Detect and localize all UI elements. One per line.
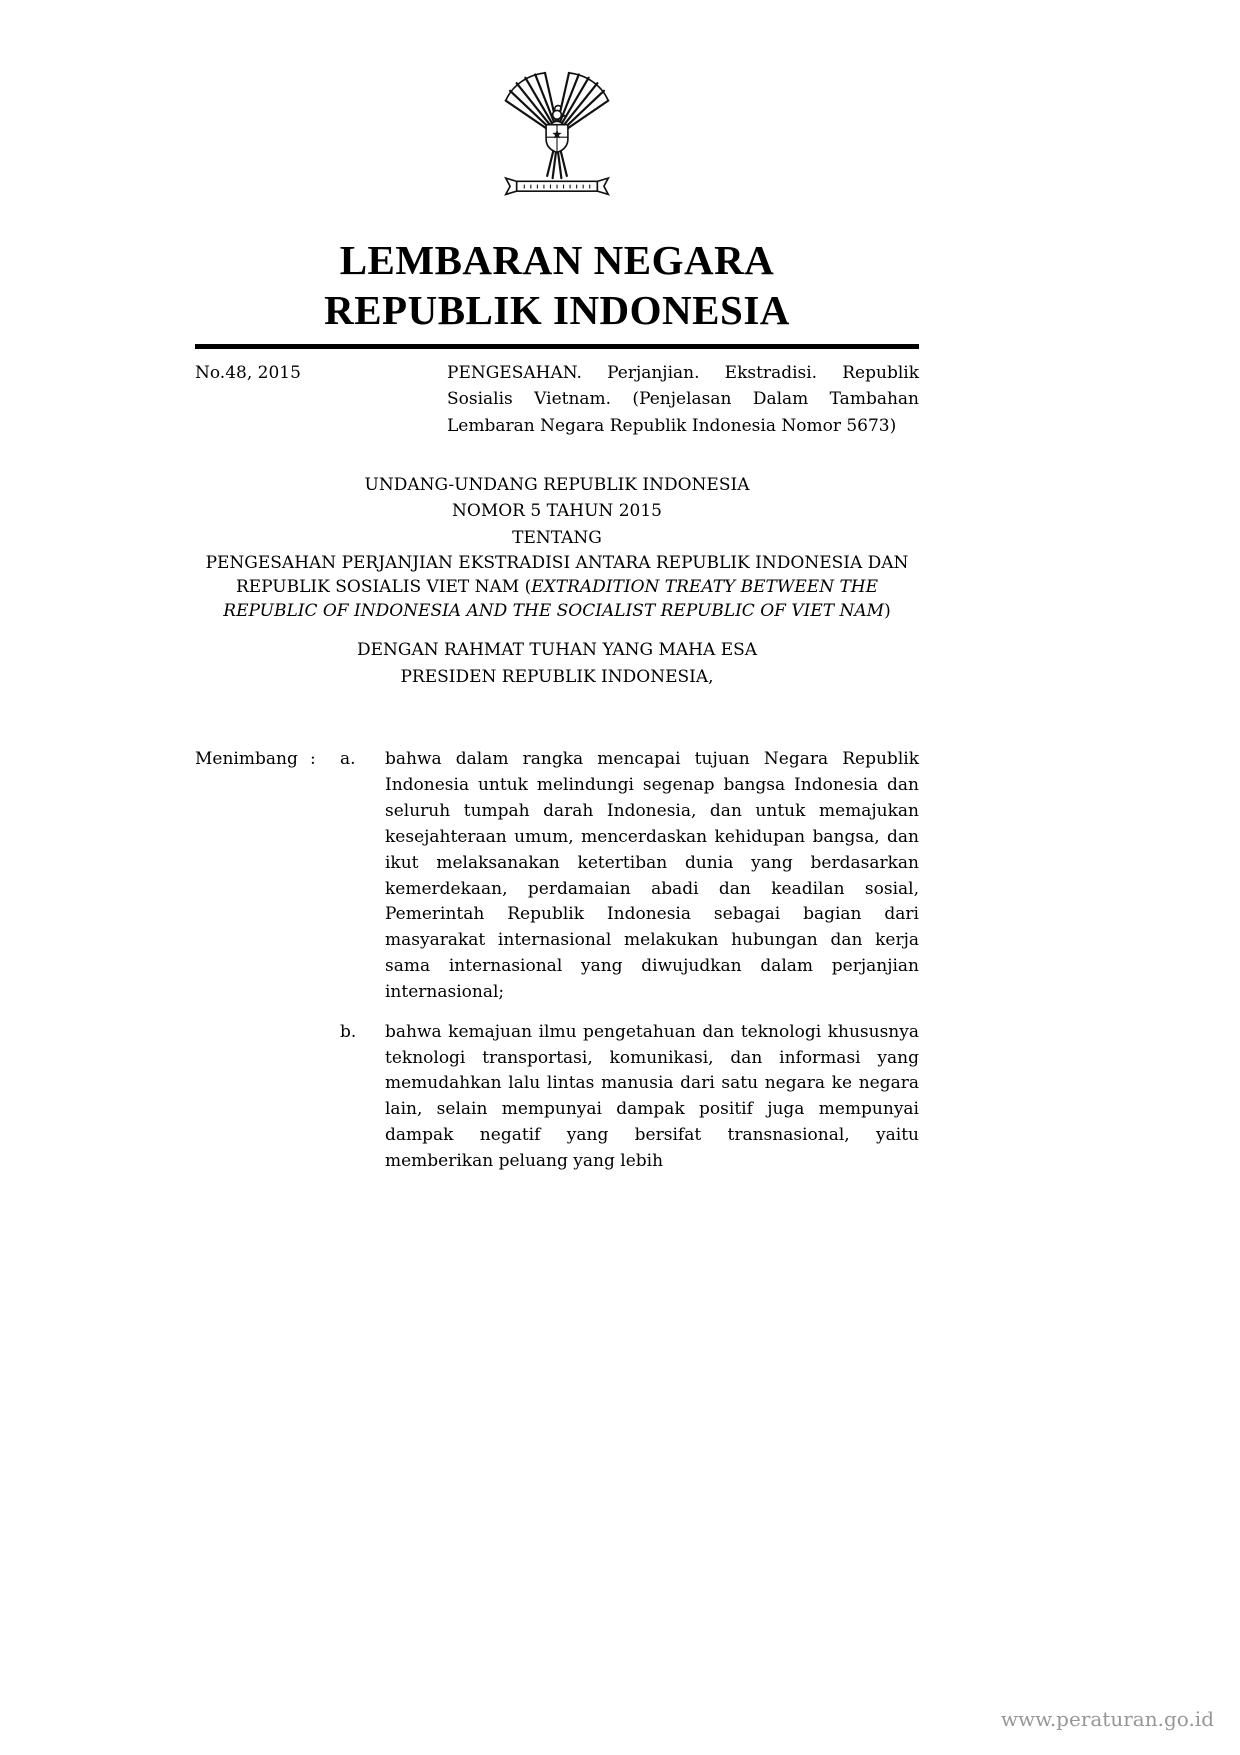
masthead-rule [195, 344, 919, 349]
gazette-subject: PENGESAHAN. Perjanjian. Ekstradisi. Republik Sosialis Vietnam. (Penjelasan Dalam Tambahan Lembaran Negara Republik Indonesia Nomor 5673) [447, 363, 919, 436]
law-title-indonesian: PENGESAHAN PERJANJIAN EKSTRADISI ANTARA REPUBLIK INDONESIA DAN REPUBLIK SOSIALIS VIET NAM ( [205, 553, 909, 597]
law-title [195, 552, 919, 623]
considering-items [340, 747, 919, 1174]
law-title-english: EXTRADITION TREATY BETWEEN THE REPUBLIC OF INDONESIA AND THE SOCIALIST REPUBLIC OF VIET NAM [223, 576, 885, 621]
masthead-title [195, 235, 919, 335]
masthead-title-line2: REPUBLIK INDONESIA [324, 287, 790, 334]
gazette-header-row [195, 360, 919, 439]
item-b-text: bahwa kemajuan ilmu pengetahuan dan teknologi khususnya teknologi transportasi, komunikasi, dan informasi yang memudahkan lalu lintas manusia dari satu negara ke negara lain, selain mempunyai dampak positif juga mempunyai dampak negatif yang bersifat transnasional, yaitu memberikan peluang yang lebih [385, 1021, 919, 1171]
law-heading [195, 472, 919, 623]
considering-item-a [340, 747, 919, 1005]
considering-colon: : [310, 749, 316, 770]
item-b-marker: b. [340, 1021, 357, 1042]
law-title-close-paren: ) [884, 600, 891, 621]
considering-label: Menimbang [195, 749, 298, 770]
garuda-pancasila-emblem [497, 66, 617, 204]
emblem-container [195, 66, 919, 209]
president-line: PRESIDEN REPUBLIK INDONESIA, [400, 667, 714, 688]
masthead-title-line1: LEMBARAN NEGARA [339, 237, 775, 283]
item-a-marker: a. [340, 749, 356, 770]
law-heading-line2: NOMOR 5 TAHUN 2015 [452, 501, 662, 522]
gazette-number: No.48, 2015 [195, 363, 301, 384]
watermark: www.peraturan.go.id [1000, 1707, 1214, 1731]
considering-item-b [340, 1020, 919, 1175]
item-a-text: bahwa dalam rangka mencapai tujuan Negara Republik Indonesia untuk melindungi segenap bangsa Indonesia dan seluruh tumpah darah Indonesia, dan untuk memajukan kesejahteraan umum, mencerdaskan kehidupan bangsa, dan ikut melaksanakan ketertiban dunia yang berdasarkan kemerdekaan, perdamaian abadi dan keadilan sosial, Pemerintah Republik Indonesia sebagai bagian dari masyarakat internasional melakukan hubungan dan kerja sama internasional yang diwujudkan dalam perjanjian internasional; [385, 749, 919, 1002]
page-content [195, 0, 919, 1175]
law-heading-line1: UNDANG-UNDANG REPUBLIK INDONESIA [364, 475, 750, 496]
considering-section [195, 747, 919, 1174]
law-heading-line3: TENTANG [512, 527, 602, 548]
grace-line: DENGAN RAHMAT TUHAN YANG MAHA ESA [356, 640, 758, 661]
